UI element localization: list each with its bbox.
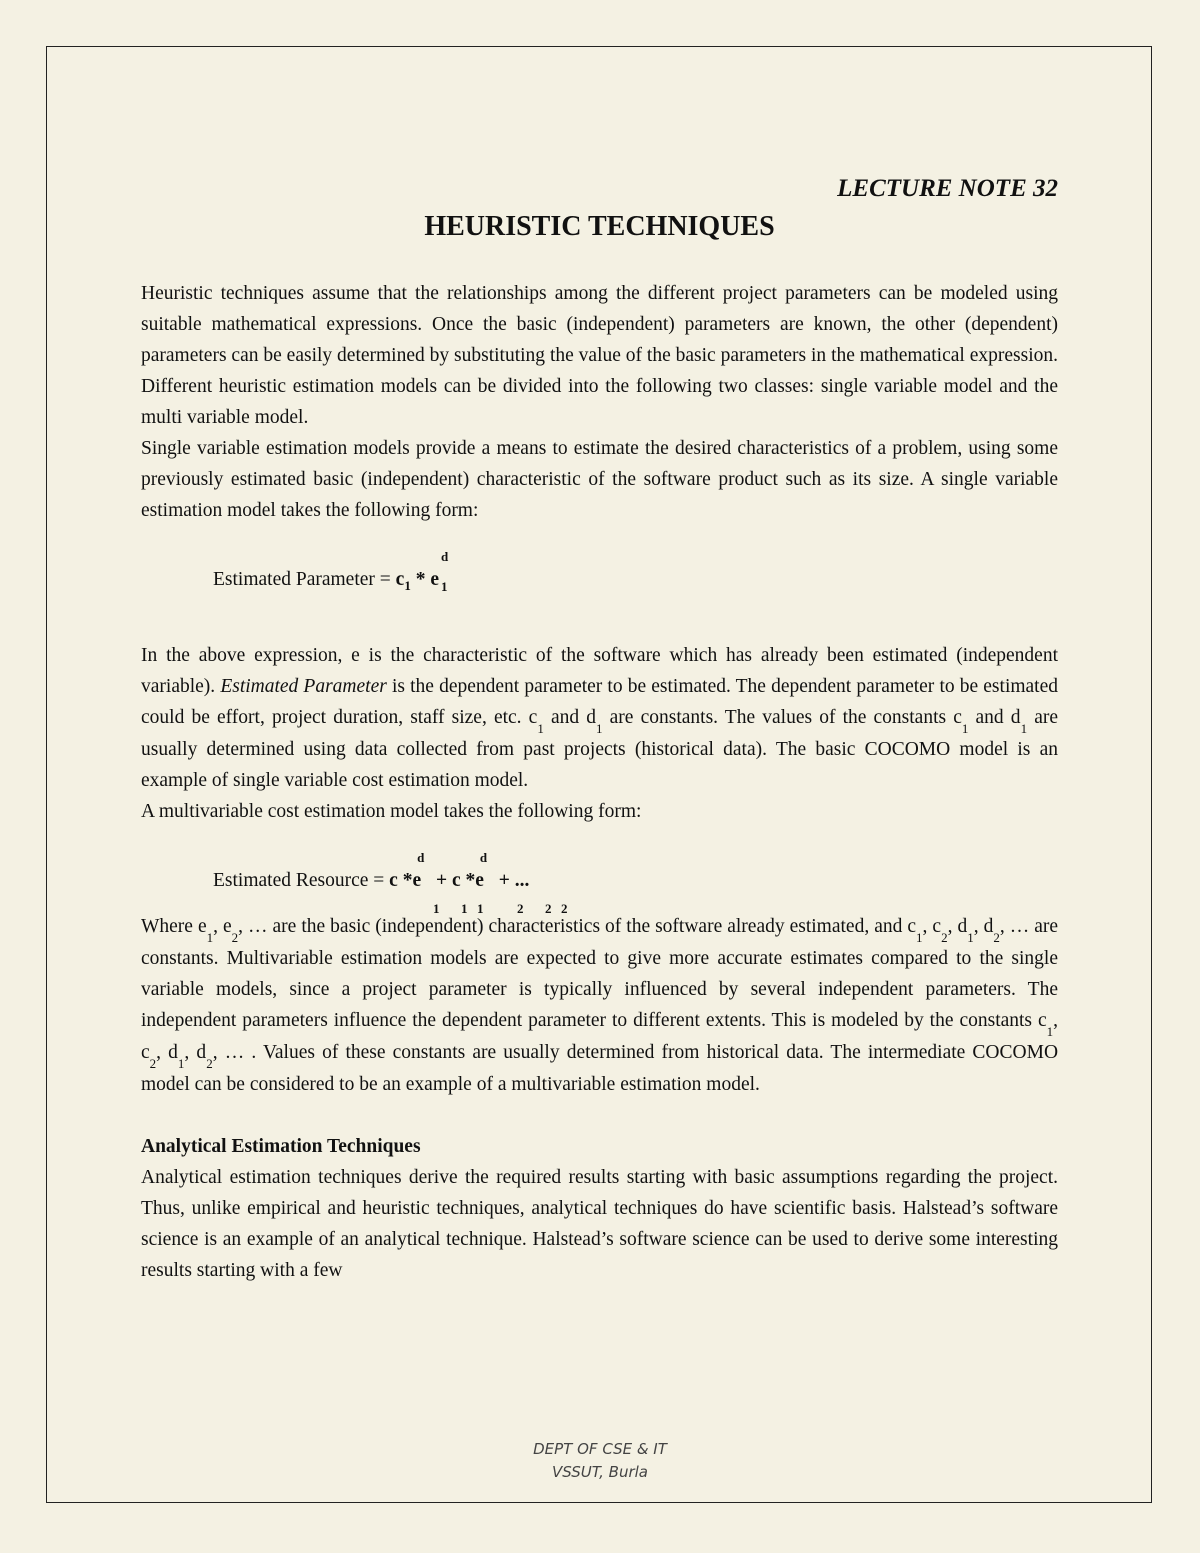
subscript: 1 (177, 1056, 185, 1071)
formula2-label: Estimated Resource = (213, 870, 390, 891)
text-run: In the above expression, e is the characteristic of the software which has already been estimated (independent variable). (141, 645, 1058, 697)
subscript: 2 (517, 901, 524, 916)
text-run: is the dependent parameter to be estimated. The dependent parameter to be estimated could be effort, project duration, staff size, etc. c (141, 676, 1059, 728)
formula2-e2: *e (460, 870, 484, 891)
subscript: 1 (1020, 721, 1028, 736)
text-run: are usually determined using data collected from past projects (historical data). The basic COCOMO model is an example of single variable cost estimation model. (141, 707, 1058, 791)
formula2-exp2: d (479, 850, 488, 865)
text-run: and d (543, 707, 597, 728)
text-run: , c (922, 916, 942, 937)
subscript: 1 (916, 930, 923, 945)
subscript: 1 (433, 901, 440, 916)
text-run: , c (141, 1010, 1058, 1063)
lecture-note-label: LECTURE NOTE 32 (837, 175, 1058, 202)
paragraph-single-variable: Single variable estimation models provide a means to estimate the desired characteristics of a problem, using some previously estimated basic (independent) characteristic of the software product such as its size. A single variable estimation model takes the following form: (141, 438, 1058, 521)
subscript: 1 (477, 901, 484, 916)
formula2-exp1: d (417, 850, 425, 865)
footer-dept: DEPT OF CSE & IT (533, 1440, 667, 1458)
text-run: , … . Values of these constants are usually determined from historical data. The intermediate COCOMO model can be considered to be an example of a multivariable estimation model. (141, 1042, 1059, 1095)
text-run: Where e (141, 916, 207, 937)
subscript: 1 (461, 901, 468, 916)
subscript: 2 (545, 901, 552, 916)
subscript: 1 (961, 721, 969, 736)
formula-exponent: d (440, 549, 449, 564)
page-footer (0, 1438, 1200, 1484)
text-run: , d (184, 1042, 207, 1063)
paragraph-multivariable-intro: A multivariable cost estimation model takes the following form: (141, 801, 642, 822)
subscript: 2 (149, 1056, 157, 1071)
subscript: 1 (206, 930, 214, 945)
paragraph-multivariable-explained (141, 911, 1058, 1100)
paragraph-analytical: Analytical estimation techniques derive the required results starting with basic assumptions regarding the project. Thus, unlike empirical and heuristic techniques, analytical techniques do have scientific basis. Halstead’s software science is an example of an analytical technique. Halstead’s software science can be used to derive some interesting results starting with a few (141, 1167, 1058, 1281)
formula2-tail: + ... (493, 870, 530, 891)
text-italic: Estimated Parameter (220, 676, 387, 697)
paragraph-intro: Heuristic techniques assume that the relationships among the different project parameters can be modeled using suitable mathematical expressions. Once the basic (independent) parameters are known, the other (dependent) parameters can be easily determined by substituting the value of the basic parameters in the mathematical expression. Different heuristic estimation models can be divided into the following two classes: single variable model and the multi variable model. (141, 283, 1058, 428)
section-heading-analytical: Analytical Estimation Techniques (141, 1136, 421, 1157)
page-title: HEURISTIC TECHNIQUES (424, 211, 775, 242)
formula2-c1: c (389, 870, 398, 891)
text-run: , d (973, 916, 994, 937)
formula2-e1: *e (397, 870, 422, 891)
subscript: 1 (596, 721, 603, 736)
formula2-c2: + c (431, 870, 461, 891)
subscript: 1 (537, 721, 544, 736)
formula-single-variable (213, 549, 1058, 606)
text-run: and d (968, 707, 1021, 728)
footer-institution: VSSUT, Burla (552, 1463, 648, 1481)
formula-label: Estimated Parameter = (213, 569, 396, 590)
formula-op: * (410, 569, 431, 590)
text-run: , … are the basic (independent) characteristics of the software already estimated, and c (238, 916, 917, 937)
document-content (141, 160, 1058, 1286)
subscript: 2 (206, 1056, 213, 1071)
formula-multivariable (213, 850, 1058, 916)
text-run: , d (947, 916, 968, 937)
formula-c: c (395, 569, 405, 590)
subscript: 1 (1046, 1024, 1054, 1039)
subscript: 2 (561, 901, 568, 916)
formula-e: e (430, 569, 439, 590)
subscript: 1 (967, 930, 974, 945)
formula-c-sub: 1 (404, 577, 411, 593)
formula-exponent-sub: 1 (440, 579, 448, 594)
text-run: are constants. The values of the constants c (602, 707, 962, 728)
subscript: 2 (231, 930, 239, 945)
text-run: , d (156, 1042, 178, 1063)
text-run: , … are constants. Multivariable estimation models are expected to give more accurate estimates compared to the single variable models, since a project parameter is typically influenced by several independent parameters. The independent parameters influence the dependent parameter to different extents. This is modeled by the constants c (141, 916, 1058, 1031)
subscript: 2 (993, 930, 1000, 945)
paragraph-expression-explained (141, 640, 1058, 796)
text-run: , e (213, 916, 232, 937)
subscript: 2 (941, 930, 948, 945)
